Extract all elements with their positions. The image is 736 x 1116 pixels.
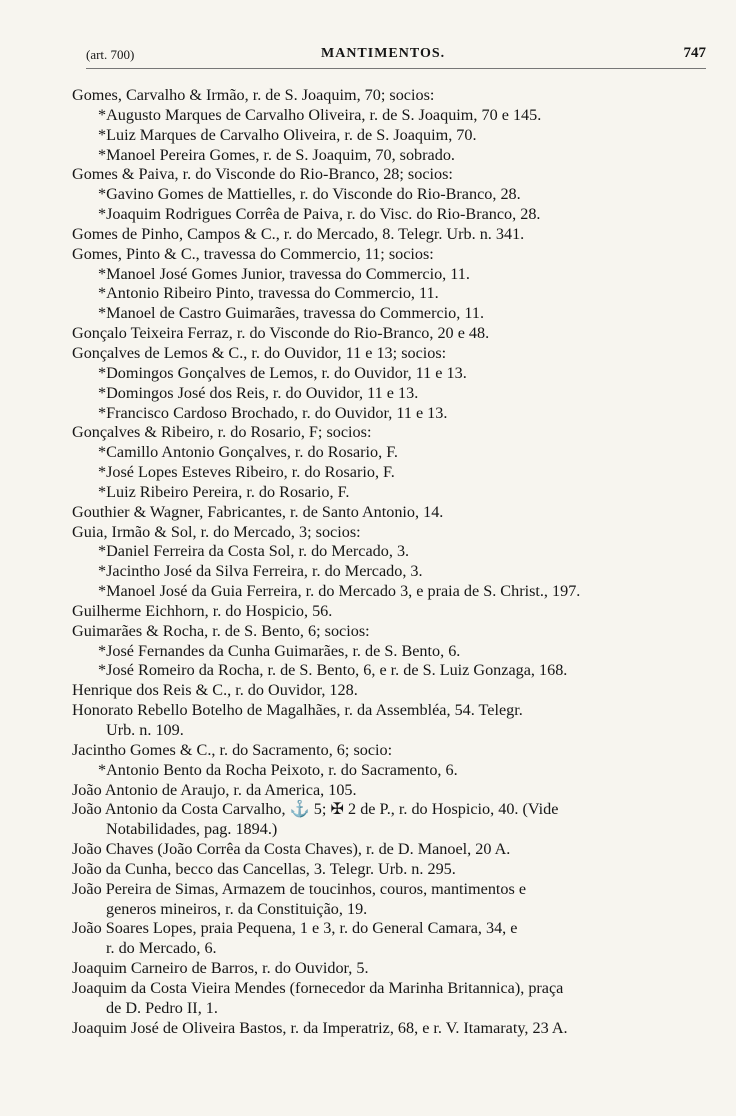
directory-entry: Gomes, Carvalho & Irmão, r. de S. Joaquim, 70; socios:: [72, 86, 435, 104]
partner-entry: *Luiz Marques de Carvalho Oliveira, r. de S. Joaquim, 70.: [98, 125, 477, 144]
partner-entry: *Antonio Ribeiro Pinto, travessa do Commercio, 11.: [98, 284, 439, 303]
entry-continuation: Notabilidades, pag. 1894.): [106, 820, 278, 839]
directory-entry: Gomes, Pinto & C., travessa do Commercio, 11; socios:: [72, 244, 434, 263]
directory-entry: Gonçalo Teixeira Ferraz, r. do Visconde do Rio-Branco, 20 e 48.: [72, 324, 490, 343]
directory-entry: Honorato Rebello Botelho de Magalhães, r. da Assembléa, 54. Telegr.: [72, 701, 523, 720]
directory-entry: Gomes de Pinho, Campos & C., r. do Mercado, 8. Telegr. Urb. n. 341.: [72, 224, 525, 243]
directory-entry: João Soares Lopes, praia Pequena, 1 e 3, r. do General Camara, 34, e: [72, 919, 518, 938]
directory-entry: Henrique dos Reis & C., r. do Ouvidor, 128.: [72, 681, 358, 700]
directory-entry: João Pereira de Simas, Armazem de toucinhos, couros, mantimentos e: [72, 879, 527, 898]
partner-entry: *José Lopes Esteves Ribeiro, r. do Rosario, F.: [98, 463, 395, 482]
partner-entry: *Antonio Bento da Rocha Peixoto, r. do Sacramento, 6.: [98, 760, 458, 779]
partner-entry: *Jacintho José da Silva Ferreira, r. do Mercado, 3.: [98, 562, 423, 581]
directory-entry: João Antonio de Araujo, r. da America, 105.: [72, 780, 357, 799]
page-header: [86, 44, 706, 68]
partner-entry: *Gavino Gomes de Mattielles, r. do Visconde do Rio-Branco, 28.: [98, 185, 521, 204]
directory-entry: João Chaves (João Corrêa da Costa Chaves), r. de D. Manoel, 20 A.: [72, 840, 511, 859]
directory-entry: Joaquim Carneiro de Barros, r. do Ouvidor, 5.: [72, 959, 369, 978]
partner-entry: *José Romeiro da Rocha, r. de S. Bento, 6, e r. de S. Luiz Gonzaga, 168.: [98, 661, 568, 680]
partner-entry: *Domingos Gonçalves de Lemos, r. do Ouvidor, 11 e 13.: [98, 363, 467, 382]
article-reference: (art. 700): [86, 47, 135, 62]
directory-entry: Guimarães & Rocha, r. de S. Bento, 6; socios:: [72, 621, 370, 640]
partner-entry: *Joaquim Rodrigues Corrêa de Paiva, r. do Visc. do Rio-Branco, 28.: [98, 205, 541, 224]
directory-entry: Guilherme Eichhorn, r. do Hospicio, 56.: [72, 601, 333, 620]
directory-entry: Joaquim José de Oliveira Bastos, r. da Imperatriz, 68, e r. V. Itamaraty, 23 A.: [72, 1018, 568, 1037]
partner-entry: *José Fernandes da Cunha Guimarães, r. de S. Bento, 6.: [98, 641, 461, 660]
section-title: MANTIMENTOS.: [321, 46, 446, 61]
partner-entry: *Domingos José dos Reis, r. do Ouvidor, 11 e 13.: [98, 383, 419, 402]
directory-entry: João da Cunha, becco das Cancellas, 3. Telegr. Urb. n. 295.: [72, 859, 456, 878]
page-number: 747: [683, 45, 706, 61]
directory-entry: Gonçalves & Ribeiro, r. do Rosario, F; socios:: [72, 423, 372, 442]
directory-entries: [72, 86, 708, 1039]
directory-entry: Gonçalves de Lemos & C., r. do Ouvidor, 11 e 13; socios:: [72, 343, 447, 362]
partner-entry: *Daniel Ferreira da Costa Sol, r. do Mercado, 3.: [98, 542, 410, 561]
partner-entry: *Manoel Pereira Gomes, r. de S. Joaquim, 70, sobrado.: [98, 145, 455, 164]
directory-entry: Joaquim da Costa Vieira Mendes (fornecedor da Marinha Britannica), praça: [72, 978, 564, 997]
directory-entry: Gouthier & Wagner, Fabricantes, r. de Santo Antonio, 14.: [72, 502, 444, 521]
entry-continuation: generos mineiros, r. da Constituição, 19.: [106, 899, 368, 918]
entry-continuation: de D. Pedro II, 1.: [106, 998, 218, 1017]
directory-entry: João Antonio da Costa Carvalho, ⚓ 5; ✠ 2 de P., r. do Hospicio, 40. (Vide: [72, 800, 559, 819]
header-rule: [86, 68, 706, 69]
directory-entry: Jacintho Gomes & C., r. do Sacramento, 6; socio:: [72, 740, 393, 759]
partner-entry: *Camillo Antonio Gonçalves, r. do Rosario, F.: [98, 443, 398, 462]
directory-entry: Gomes & Paiva, r. do Visconde do Rio-Branco, 28; socios:: [72, 165, 453, 184]
partner-entry: *Luiz Ribeiro Pereira, r. do Rosario, F.: [98, 482, 350, 501]
partner-entry: *Francisco Cardoso Brochado, r. do Ouvidor, 11 e 13.: [98, 403, 448, 422]
entry-continuation: Urb. n. 109.: [106, 721, 184, 739]
partner-entry: *Augusto Marques de Carvalho Oliveira, r. de S. Joaquim, 70 e 145.: [98, 105, 542, 124]
entry-continuation: r. do Mercado, 6.: [106, 939, 217, 958]
directory-entry: Guia, Irmão & Sol, r. do Mercado, 3; socios:: [72, 522, 361, 541]
partner-entry: *Manoel de Castro Guimarães, travessa do Commercio, 11.: [98, 304, 485, 323]
partner-entry: *Manoel José Gomes Junior, travessa do Commercio, 11.: [98, 264, 470, 283]
partner-entry: *Manoel José da Guia Ferreira, r. do Mercado 3, e praia de S. Christ., 197.: [98, 582, 581, 601]
